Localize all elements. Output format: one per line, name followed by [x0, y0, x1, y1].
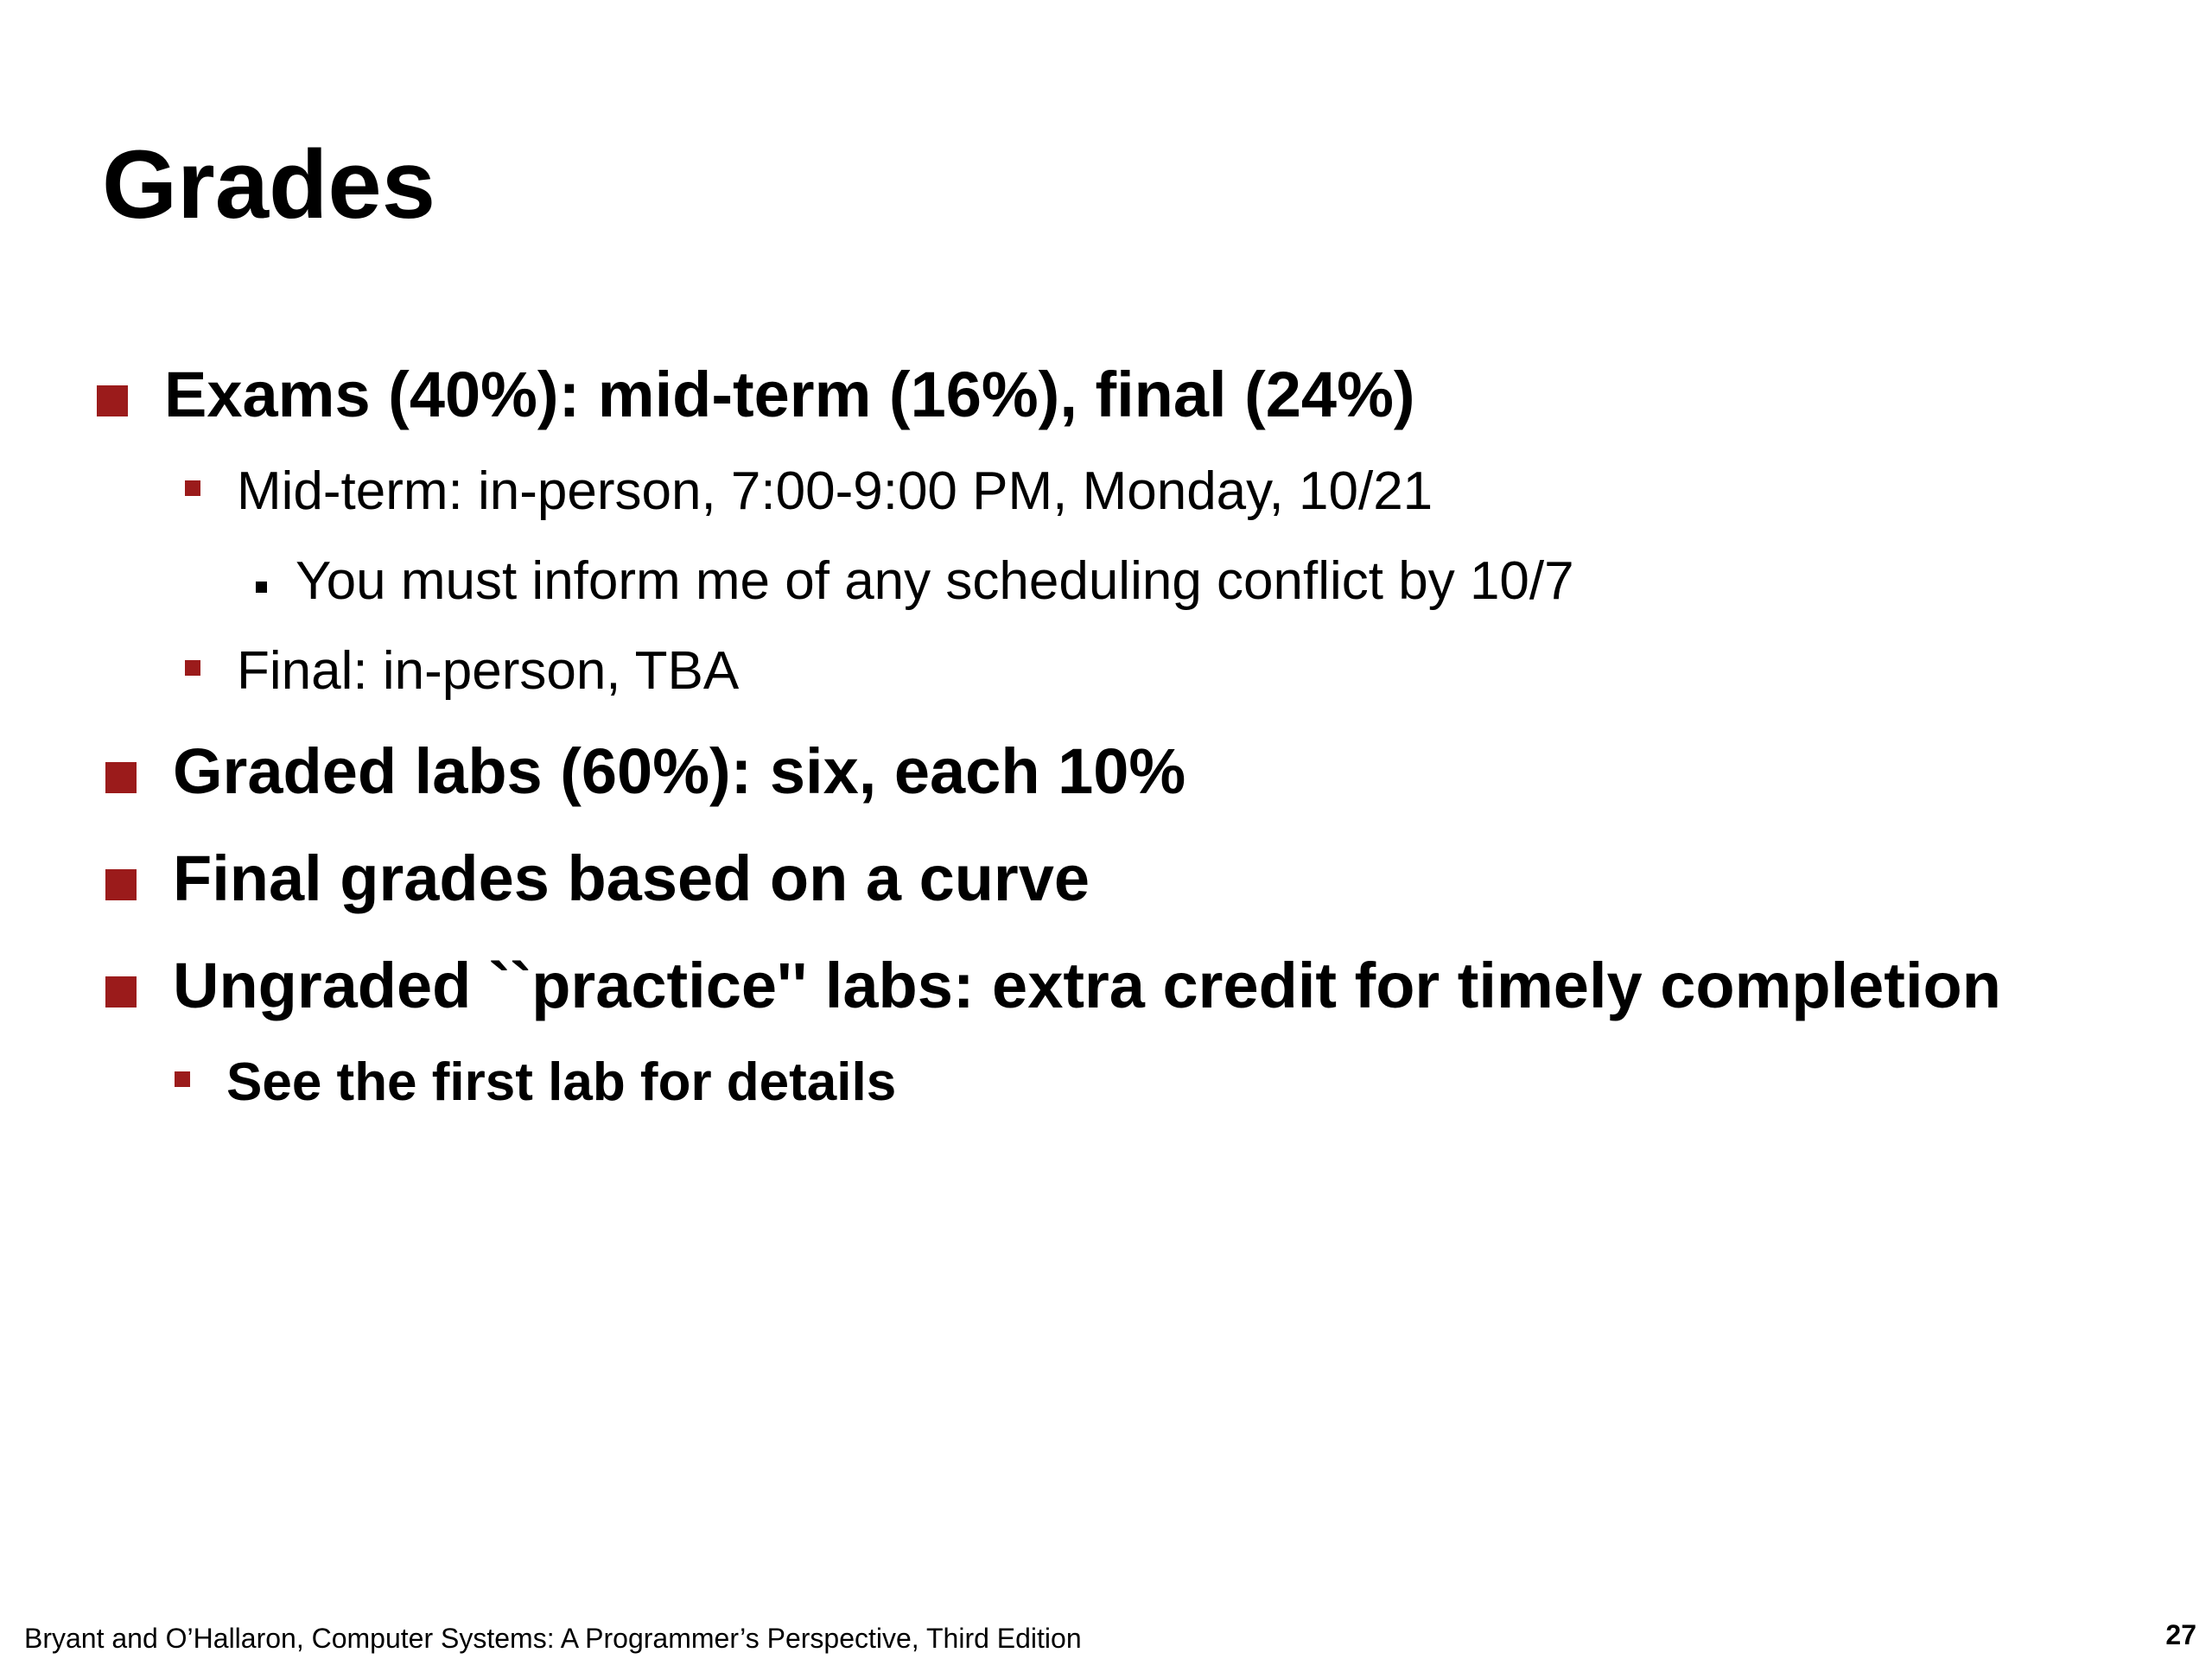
square-bullet-icon [97, 385, 128, 416]
square-bullet-icon [105, 762, 137, 793]
bullet-text: You must inform me of any scheduling conflict by 10/7 [296, 551, 1574, 611]
bullet-text: Final grades based on a curve [173, 842, 1090, 914]
slide-footer: Bryant and O’Hallaron, Computer Systems: A Programmer’s Perspective, Third Edition [24, 1623, 1082, 1654]
bullet-text: Final: in-person, TBA [237, 641, 740, 701]
square-bullet-icon [175, 1071, 190, 1087]
square-bullet-icon [105, 976, 137, 1007]
slide-title: Grades [102, 130, 435, 238]
bullet-text: Exams (40%): mid-term (16%), final (24%) [164, 359, 1415, 430]
square-bullet-icon [185, 480, 200, 496]
square-bullet-icon [105, 869, 137, 900]
square-bullet-icon [256, 582, 267, 593]
bullet-text: Graded labs (60%): six, each 10% [173, 735, 1186, 807]
bullet-text: Mid-term: in-person, 7:00-9:00 PM, Monday, 10/21 [237, 461, 1433, 521]
square-bullet-icon [185, 660, 200, 676]
page-number: 27 [2165, 1619, 2196, 1650]
bullet-text: Ungraded ``practice'' labs: extra credit for timely completion [173, 950, 2001, 1021]
bullet-text: See the first lab for details [226, 1052, 897, 1112]
